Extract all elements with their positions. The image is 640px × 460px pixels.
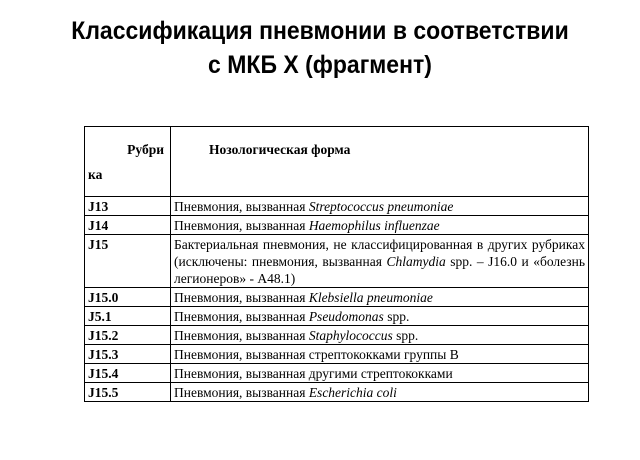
row-description <box>171 216 589 235</box>
table-row <box>85 364 589 383</box>
organism-name: Staphylococcus <box>308 328 393 343</box>
header-form: Нозологическая форма <box>171 127 589 197</box>
description-text: Пневмония, вызванная <box>174 290 309 305</box>
organism-name: Chlamydia <box>386 254 446 269</box>
row-code: J15.0 <box>85 288 171 307</box>
organism-name: Haemophilus influenzae <box>308 218 440 233</box>
description-text: Пневмония, вызванная стрептококками группы В <box>174 347 459 362</box>
row-code: J14 <box>85 216 171 235</box>
organism-name: Escherichia coli <box>308 385 397 400</box>
table-row <box>85 383 589 402</box>
row-code: J5.1 <box>85 307 171 326</box>
table-header-row <box>85 127 589 197</box>
row-code: J13 <box>85 197 171 216</box>
row-description <box>171 345 589 364</box>
table-row <box>85 345 589 364</box>
description-text: Бактериальная пневмония, не классифицированная в других рубриках (исключены: пневмония, вызванная <box>174 237 585 269</box>
row-description <box>171 288 589 307</box>
description-suffix: spp. <box>392 328 419 343</box>
description-suffix: spp. <box>383 309 410 324</box>
header-code-part2: ка <box>88 167 103 182</box>
row-code: J15.3 <box>85 345 171 364</box>
row-code: J15.4 <box>85 364 171 383</box>
row-description <box>171 235 589 288</box>
table-row <box>85 326 589 345</box>
description-text: Пневмония, вызванная другими стрептококками <box>174 366 453 381</box>
table-row <box>85 235 589 288</box>
table-row <box>85 307 589 326</box>
description-text: Пневмония, вызванная <box>174 328 309 343</box>
organism-name: Streptococcus pneumoniae <box>308 199 454 214</box>
row-code: J15 <box>85 235 171 288</box>
table-row <box>85 288 589 307</box>
table-row <box>85 197 589 216</box>
table-body <box>85 197 589 402</box>
row-description <box>171 364 589 383</box>
description-suffix: spp. – J16.0 и «болезнь легионеров» - A48.1) <box>174 254 586 286</box>
row-description <box>171 383 589 402</box>
row-code: J15.2 <box>85 326 171 345</box>
title-line-2: с МКБ Х (фрагмент) <box>208 51 432 79</box>
row-code: J15.5 <box>85 383 171 402</box>
classification-table <box>84 126 589 402</box>
title-line-1: Классификация пневмонии в соответствии <box>71 17 569 45</box>
header-code <box>85 127 171 197</box>
row-description <box>171 326 589 345</box>
organism-name: Klebsiella pneumoniae <box>308 290 433 305</box>
row-description <box>171 197 589 216</box>
description-text: Пневмония, вызванная <box>174 218 309 233</box>
description-text: Пневмония, вызванная <box>174 199 309 214</box>
description-text: Пневмония, вызванная <box>174 309 309 324</box>
header-code-part1: Рубри <box>127 142 164 157</box>
description-text: Пневмония, вызванная <box>174 385 309 400</box>
table-row <box>85 216 589 235</box>
row-description <box>171 307 589 326</box>
organism-name: Pseudomonas <box>308 309 384 324</box>
page-title <box>26 14 615 82</box>
